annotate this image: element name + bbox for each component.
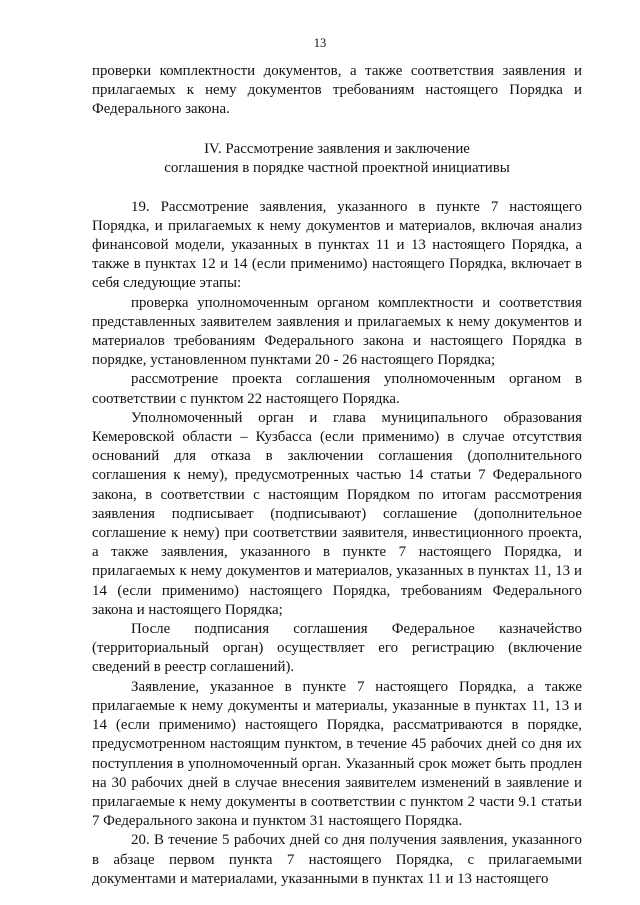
document-body: [92, 62, 582, 889]
paragraph-signing: Уполномоченный орган и глава муниципального образования Кемеровской области – Кузбасса (если применимо) в случае отсутствия оснований для отказа в заключении соглашения (дополнительного соглашения к нему), предусмотренных частью 14 статьи 7 Федерального закона, в соответствии с настоящим Порядком по итогам рассмотрения заявления подписывает (подписывают) соглашение (дополнительное соглашение к нему) при соответствии заявителя, инвестиционного проекта, а также заявления, указанного в пункте 7 настоящего Порядка, и прилагаемых к нему документов и материалов, указанных в пунктах 11, 13 и 14 (если применимо) настоящего Порядка, требованиям Федерального закона и настоящего Порядка;: [92, 409, 582, 618]
paragraph-continuation: проверки комплектности документов, а также соответствия заявления и прилагаемых к нему документов требованиям настоящего Порядка и Федерального закона.: [92, 63, 582, 118]
paragraph-stage-check: проверка уполномоченным органом комплектности и соответствия представленных заявителем заявления и прилагаемых к нему документов и материалов требованиям Федерального закона и настоящего Порядка в порядке, установленном пунктами 20 - 26 настоящего Порядка;: [92, 294, 582, 369]
paragraph-review-period: Заявление, указанное в пункте 7 настоящего Порядка, а также прилагаемые к нему документы и материалы, указанные в пунктах 11, 13 и 14 (если применимо) настоящего Порядка, рассматриваются в порядке, предусмотренном настоящим пунктом, в течение 45 рабочих дней со дня их поступления в уполномоченный орган. Указанный срок может быть продлен на 30 рабочих дней в случае внесения заявителем изменений в заявление и прилагаемые к нему документы в соответствии с пунктом 2 части 9.1 статьи 7 Федерального закона и пунктом 31 настоящего Порядка.: [92, 678, 582, 830]
paragraph-registration: После подписания соглашения Федеральное казначейство (территориальный орган) осуществляет его регистрацию (включение сведений в реестр соглашений).: [92, 621, 582, 676]
paragraph-19: 19. Рассмотрение заявления, указанного в пункте 7 настоящего Порядка, и прилагаемых к нему документов и материалов, включая анализ финансовой модели, указанных в пунктах 11 и 13 настоящего Порядка, а также в пунктах 12 и 14 (если применимо) настоящего Порядка, включает в себя следующие этапы:: [92, 198, 582, 292]
paragraph-stage-review: рассмотрение проекта соглашения уполномоченным органом в соответствии с пунктом 22 настоящего Порядка.: [92, 371, 582, 407]
section-heading-line-2: соглашения в порядке частной проектной инициативы: [164, 160, 510, 177]
section-heading-line-1: IV. Рассмотрение заявления и заключение: [204, 140, 470, 157]
page-number: 13: [313, 36, 327, 50]
section-heading: [92, 140, 582, 179]
paragraph-20: 20. В течение 5 рабочих дней со дня получения заявления, указанного в абзаце первом пункта 7 настоящего Порядка, с прилагаемыми документами и материалами, указанными в пунктах 11 и 13 настоящего: [92, 832, 582, 887]
